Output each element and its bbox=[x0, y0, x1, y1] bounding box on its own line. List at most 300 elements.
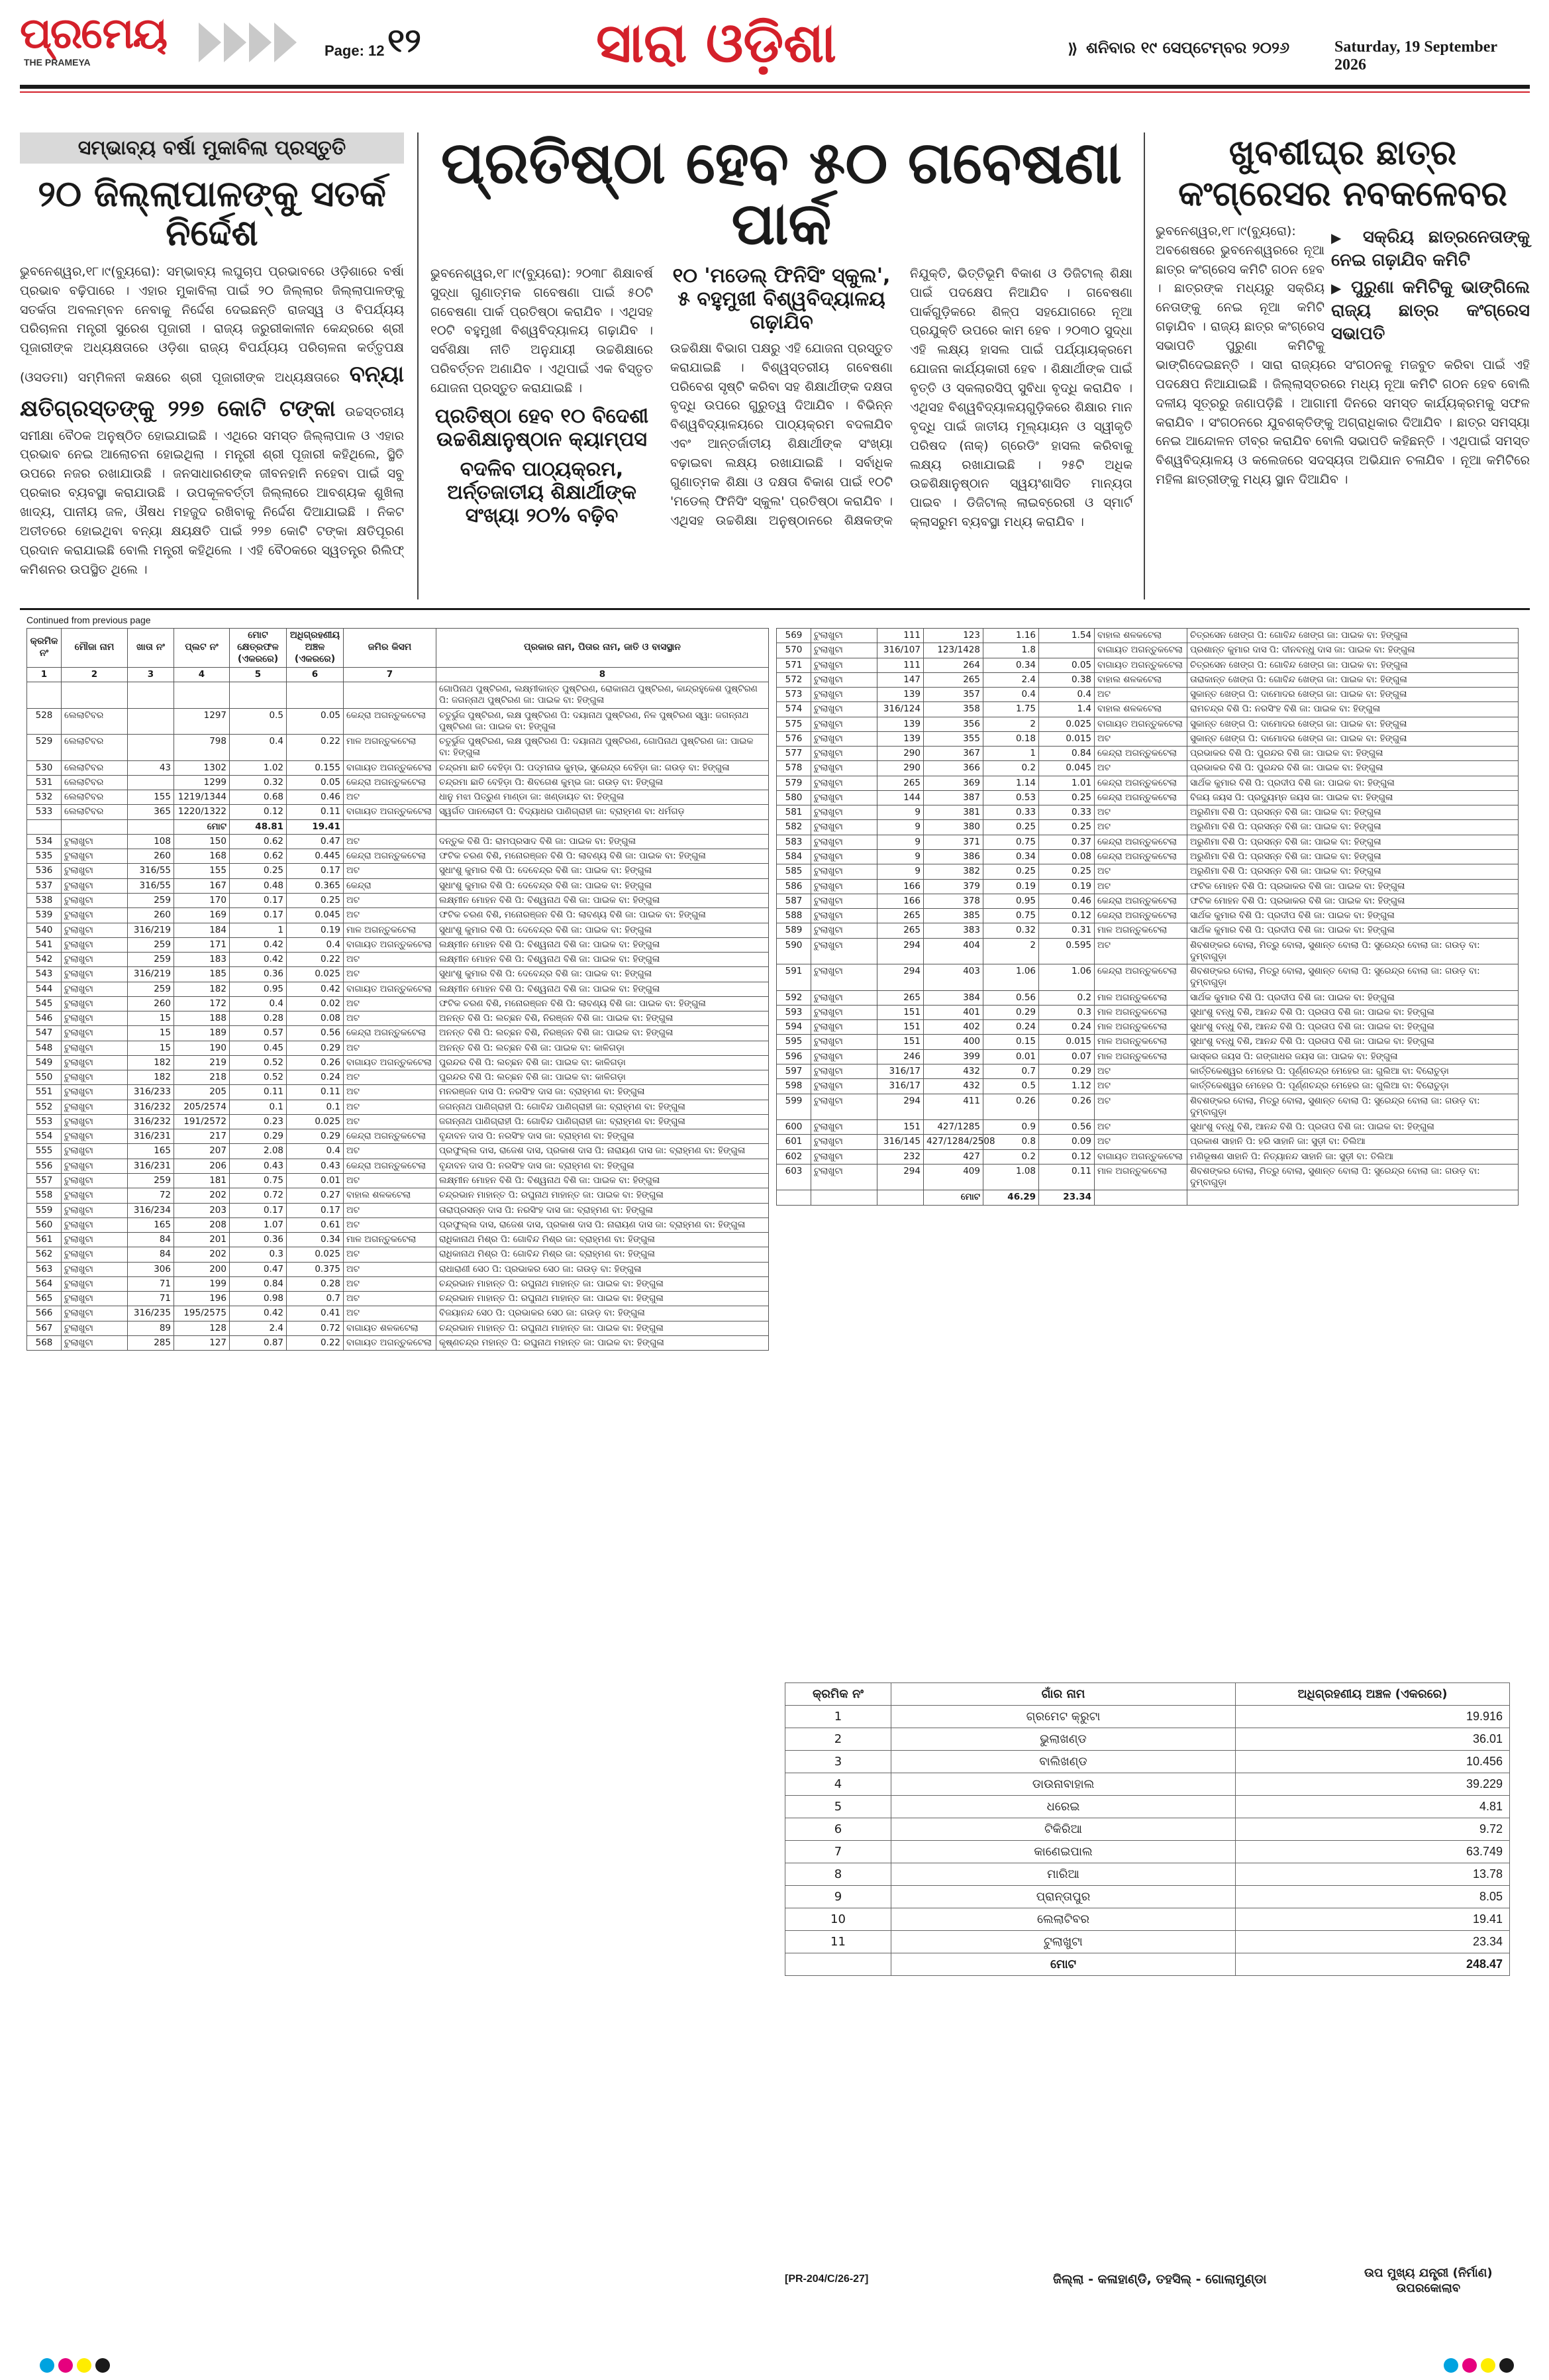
table-cell: ଅଟ bbox=[344, 1114, 436, 1129]
table-cell: 0.56 bbox=[287, 1026, 344, 1041]
table-cell: 0.05 bbox=[1039, 658, 1095, 672]
table-cell: ଅଟ bbox=[1095, 1135, 1187, 1149]
table-cell: ଲକ୍ଷ୍ମୀନ ମୋହନ ବିଶି ପି: ବିଶ୍ୱନାଥ ବିଶି ଜା: ପାଇକ ବା: ହିଙ୍ଗୁଳା bbox=[436, 1174, 769, 1188]
summary-cell: କାଣେଇପାଲ bbox=[891, 1841, 1236, 1863]
table-cell: ଅଟ bbox=[344, 893, 436, 907]
table-cell: 0.445 bbox=[287, 849, 344, 864]
table-cell: 530 bbox=[27, 760, 62, 775]
table-cell: ଶିବଶଙ୍କର ବୋଲା, ମିତ୍ରୁ ବୋଲା, ସୁଶାନ୍ତ ବୋଲା ପି: ସୁରେନ୍ଦ୍ର ବୋଲା ଜା: ଗଉଡ଼ ବା: ଦୁମ୍ବାଗୁଡ଼ା bbox=[1187, 938, 1519, 964]
table-cell: 0.19 bbox=[287, 923, 344, 937]
footer-reference: [PR-204/C/26-27] bbox=[785, 2273, 869, 2285]
table-cell: ସାର୍ଥକ କୁମାର ବିଶି ପି: ପ୍ରଦୀପ ବିଶି ଜା: ପାଇକ ବା: ହିଙ୍ଗୁଳା bbox=[1187, 990, 1519, 1005]
table-cell: ଟୁଲାଖୁଟା bbox=[62, 1217, 128, 1232]
table-total-row bbox=[27, 819, 769, 834]
table-cell: ଟୁଲାଖୁଟା bbox=[62, 1055, 128, 1070]
table-cell: ଟୁଲାଖୁଟା bbox=[811, 629, 877, 643]
summary-total-row bbox=[785, 1953, 1510, 1976]
table-cell: 578 bbox=[777, 761, 811, 776]
table-cell: 402 bbox=[924, 1020, 983, 1035]
table-cell: 181 bbox=[174, 1174, 230, 1188]
table-cell: 0.29 bbox=[983, 1005, 1039, 1019]
table-cell: 2 bbox=[983, 717, 1039, 731]
table-cell: 182 bbox=[128, 1070, 174, 1085]
summary-cell: 39.229 bbox=[1236, 1773, 1510, 1796]
table-cell: 0.25 bbox=[287, 893, 344, 907]
section-rule bbox=[20, 608, 1530, 610]
table-cell: 72 bbox=[128, 1188, 174, 1203]
summary-cell: ପ୍ରାନ୍ତାପୁର bbox=[891, 1886, 1236, 1908]
table-cell: କେନ୍ଦ୍ରା ଅଗନ୍ତୁକଟେଲା bbox=[344, 1026, 436, 1041]
table-cell: ଟୁଲାଖୁଟା bbox=[811, 835, 877, 849]
table-cell: 385 bbox=[924, 909, 983, 923]
column-header: ମୋଟ କ୍ଷେତ୍ରଫଳ (ଏକରରେ) bbox=[230, 629, 287, 668]
table-cell: 366 bbox=[924, 761, 983, 776]
table-row bbox=[777, 1079, 1519, 1094]
table-cell: 595 bbox=[777, 1035, 811, 1049]
table-row bbox=[27, 805, 769, 819]
table-cell: ଟୁଲାଖୁଟା bbox=[811, 747, 877, 761]
table-cell: 0.56 bbox=[983, 990, 1039, 1005]
table-cell: ମାଳ ଅଗନ୍ତୁକଟେଲା bbox=[1095, 1049, 1187, 1064]
table-cell: ଅଟ bbox=[344, 967, 436, 982]
table-row bbox=[27, 1041, 769, 1055]
table-cell: 544 bbox=[27, 982, 62, 996]
table-cell: 0.23 bbox=[230, 1114, 287, 1129]
table-cell: ମାଳ ଅଗନ୍ତୁକଟେଲା bbox=[1095, 1164, 1187, 1190]
table-cell: 207 bbox=[174, 1144, 230, 1159]
table-cell: 294 bbox=[877, 1164, 924, 1190]
table-cell: 169 bbox=[174, 908, 230, 923]
table-cell: ମାଳ ଅଗନ୍ତୁକଟେଲା bbox=[1095, 1035, 1187, 1049]
table-cell: 294 bbox=[877, 938, 924, 964]
table-row bbox=[27, 1085, 769, 1100]
summary-cell: 4.81 bbox=[1236, 1796, 1510, 1818]
table-row bbox=[27, 864, 769, 878]
summary-cell: ମୋଟ bbox=[891, 1953, 1236, 1976]
table-cell: 0.95 bbox=[230, 982, 287, 996]
table-cell: ଚନ୍ଦ୍ରଭାନ ମାହାନ୍ତ ପି: ରଘୁନାଥ ମାହାନ୍ତ ଜା: ପାଇକ ବା: ହିଙ୍ଗୁଳା bbox=[436, 1276, 769, 1291]
table-cell: 0.33 bbox=[983, 805, 1039, 820]
table-cell: 0.61 bbox=[287, 1217, 344, 1232]
table-cell: 172 bbox=[174, 996, 230, 1011]
summary-cell: ଗ୍ରମେଟ କ୍ରୁଟା bbox=[891, 1706, 1236, 1728]
table-cell: 290 bbox=[877, 747, 924, 761]
table-cell: 1.12 bbox=[1039, 1079, 1095, 1094]
table-cell: 532 bbox=[27, 790, 62, 805]
table-cell: 583 bbox=[777, 835, 811, 849]
table-cell: 166 bbox=[877, 894, 924, 908]
table-cell: ଟୁଲାଖୁଟା bbox=[62, 1174, 128, 1188]
table-cell: ଅଟ bbox=[344, 1100, 436, 1114]
table-cell: ବାଗାୟତ ଅଗନ୍ତୁକଟେଲା bbox=[344, 805, 436, 819]
table-cell: 1.06 bbox=[983, 964, 1039, 991]
table-cell: ଟୁଲାଖୁଟା bbox=[62, 1247, 128, 1262]
table-row bbox=[777, 629, 1519, 643]
table-cell: ବାଗାୟତ ଅଗନ୍ତୁକଟେଲା bbox=[344, 760, 436, 775]
table-cell: ଟୁଲାଖୁଟା bbox=[62, 1306, 128, 1321]
table-cell: 536 bbox=[27, 864, 62, 878]
table-cell: 554 bbox=[27, 1129, 62, 1144]
table-cell: କେନ୍ଦ୍ରା ଅଗନ୍ତୁକଟେଲା bbox=[1095, 835, 1187, 849]
table-cell: 89 bbox=[128, 1321, 174, 1335]
table-cell: 380 bbox=[924, 820, 983, 835]
table-cell: ମାଳ ଅଗନ୍ତୁକଟେଲା bbox=[1095, 990, 1187, 1005]
table-cell: 316/233 bbox=[128, 1085, 174, 1100]
table-cell: 570 bbox=[777, 643, 811, 658]
summary-cell: 9.72 bbox=[1236, 1818, 1510, 1841]
table-cell: 0.4 bbox=[287, 937, 344, 952]
article-headline: ଖୁବଶୀଘ୍ର ଛାତ୍ର କଂଗ୍ରେସର ନବକଳେବର bbox=[1178, 133, 1507, 215]
table-cell: କେନ୍ଦ୍ରା ଅଗନ୍ତୁକଟେଲା bbox=[344, 1129, 436, 1144]
table-cell: 139 bbox=[877, 717, 924, 731]
table-row bbox=[777, 717, 1519, 731]
table-cell: 1.08 bbox=[983, 1164, 1039, 1190]
table-cell: ମାଳ ଅଗନ୍ତୁକଟେଲା bbox=[1095, 923, 1187, 938]
table-row bbox=[27, 1070, 769, 1085]
table-cell: କେନ୍ଦ୍ରା bbox=[344, 878, 436, 893]
table-cell: 165 bbox=[128, 1217, 174, 1232]
table-row bbox=[777, 643, 1519, 658]
table-cell: 0.68 bbox=[230, 790, 287, 805]
table-row bbox=[777, 747, 1519, 761]
table-cell: 199 bbox=[174, 1276, 230, 1291]
table-cell: ଟୁଲାଖୁଟା bbox=[811, 658, 877, 672]
table-cell: ଟୁଲାଖୁଟା bbox=[811, 1164, 877, 1190]
print-registration-marks bbox=[1444, 2358, 1518, 2373]
table-cell: 171 bbox=[174, 937, 230, 952]
table-cell: 1.4 bbox=[1039, 702, 1095, 717]
table-cell bbox=[62, 819, 128, 834]
table-cell: 591 bbox=[777, 964, 811, 991]
table-cell: 401 bbox=[924, 1005, 983, 1019]
table-cell bbox=[128, 735, 174, 761]
table-cell: 123 bbox=[924, 629, 983, 643]
table-cell: 1 bbox=[983, 747, 1039, 761]
table-cell: 206 bbox=[174, 1159, 230, 1173]
table-cell: ଟୁଲାଖୁଟା bbox=[811, 805, 877, 820]
table-cell: 0.26 bbox=[287, 1055, 344, 1070]
table-cell: 0.3 bbox=[230, 1247, 287, 1262]
table-row bbox=[27, 1144, 769, 1159]
table-cell: 589 bbox=[777, 923, 811, 938]
table-cell: ସ୍ୱର୍ଗତ ପାନଲୋଚୀ ପି: ବିଦ୍ୟାଧର ପାଣିଗ୍ରାହୀ ଜା: ବ୍ରାହ୍ମଣ ବା: ଧର୍ମଗଡ଼ bbox=[436, 805, 769, 819]
table-row bbox=[27, 1262, 769, 1276]
table-cell: ଟୁଲାଖୁଟା bbox=[62, 893, 128, 907]
table-cell: ପୁରନ୍ଦର ବିଶି ପି: ଲଚ୍ଛନ ବିଶି ଜା: ପାଇକ ବା: କାଳିଗଡ଼ା bbox=[436, 1055, 769, 1070]
table-cell: 598 bbox=[777, 1079, 811, 1094]
table-cell: 23.34 bbox=[1039, 1190, 1095, 1205]
table-cell: କେନ୍ଦ୍ରା ଅଗନ୍ତୁକଟେଲା bbox=[1095, 776, 1187, 790]
table-cell: ଫଟିକ ମୋହନ ବିଶି ପି: ପ୍ରଭାକର ବିଶି ଜା: ପାଇକ ବା: ହିଙ୍ଗୁଳା bbox=[1187, 879, 1519, 894]
table-cell: 599 bbox=[777, 1094, 811, 1120]
table-cell: 15 bbox=[128, 1011, 174, 1026]
table-cell: 128 bbox=[174, 1321, 230, 1335]
table-cell: 0.025 bbox=[287, 1247, 344, 1262]
summary-cell: ବାଲିଖଣ୍ଡ bbox=[891, 1751, 1236, 1773]
table-cell: ଟୁଲାଖୁଟା bbox=[811, 731, 877, 746]
table-cell: 574 bbox=[777, 702, 811, 717]
table-cell: ଲକ୍ଷ୍ମୀନ ମୋହନ ବିଶି ପି: ବିଶ୍ୱନାଥ ବିଶି ଜା: ପାଇକ ବା: ହିଙ୍ଗୁଳା bbox=[436, 937, 769, 952]
summary-cell: 7 bbox=[785, 1841, 891, 1863]
table-cell bbox=[811, 1190, 877, 1205]
table-row bbox=[27, 982, 769, 996]
column-header: ଗାଁର ନାମ bbox=[891, 1683, 1236, 1706]
summary-row bbox=[785, 1796, 1510, 1818]
table-cell: ଅଟ bbox=[1095, 938, 1187, 964]
table-cell: କେନ୍ଦ୍ରା ଅଗନ୍ତୁକଟେଲା bbox=[344, 1159, 436, 1173]
table-cell: କେନ୍ଦ୍ରା ଅଗନ୍ତୁକଟେଲା bbox=[344, 708, 436, 735]
table-cell: ସୁଧାଂଶୁ ବନ୍ଧୁ ବିଶି, ଆନନ୍ଦ ବିଶି ପି: ପ୍ରତାପ ବିଶି ଜା: ପାଇକ ବା: ହିଙ୍ଗୁଳା bbox=[1187, 1005, 1519, 1019]
table-cell: 260 bbox=[128, 996, 174, 1011]
summary-cell: 1 bbox=[785, 1706, 891, 1728]
table-cell: 0.5 bbox=[983, 1079, 1039, 1094]
table-cell: 246 bbox=[877, 1049, 924, 1064]
table-cell: 546 bbox=[27, 1011, 62, 1026]
table-cell: ସୁଧାଂଶୁ କୁମାର ବିଶି ପି: ଦେବେନ୍ଦ୍ର ବିଶି ଜା: ପାଇକ ବା: ହିଙ୍ଗୁଳା bbox=[436, 923, 769, 937]
table-cell: 369 bbox=[924, 776, 983, 790]
table-cell: ଟୁଲାଖୁଟା bbox=[811, 923, 877, 938]
table-row bbox=[27, 1129, 769, 1144]
column-number: 5 bbox=[230, 667, 287, 682]
table-cell: 551 bbox=[27, 1085, 62, 1100]
table-cell bbox=[344, 819, 436, 834]
table-cell: 205 bbox=[174, 1085, 230, 1100]
table-cell: 19.41 bbox=[287, 819, 344, 834]
table-cell: 358 bbox=[924, 702, 983, 717]
table-cell bbox=[62, 682, 128, 708]
table-cell: ମାଳ ଅଗନ୍ତୁକଟେଲା bbox=[344, 923, 436, 937]
table-row bbox=[777, 894, 1519, 908]
table-cell: 0.32 bbox=[230, 775, 287, 790]
column-header: ଖାତା ନଂ bbox=[128, 629, 174, 668]
table-cell: 316/231 bbox=[128, 1129, 174, 1144]
table-cell: 0.56 bbox=[1039, 1120, 1095, 1135]
summary-cell: 23.34 bbox=[1236, 1931, 1510, 1953]
table-cell: ଟୁଲାଖୁଟା bbox=[811, 688, 877, 702]
summary-cell: ଧରେଇ bbox=[891, 1796, 1236, 1818]
table-cell: 427 bbox=[924, 1149, 983, 1164]
table-cell: 542 bbox=[27, 953, 62, 967]
column-header: ପ୍ଲଟ ନଂ bbox=[174, 629, 230, 668]
table-cell: 151 bbox=[877, 1120, 924, 1135]
table-cell: କେନ୍ଦ୍ରା ଅଗନ୍ତୁକଟେଲା bbox=[344, 775, 436, 790]
table-cell: 0.07 bbox=[1039, 1049, 1095, 1064]
table-cell: ଲେଲାଟିବର bbox=[62, 708, 128, 735]
table-cell: 0.87 bbox=[230, 1335, 287, 1350]
table-cell: 379 bbox=[924, 879, 983, 894]
table-row bbox=[27, 1100, 769, 1114]
table-cell: 365 bbox=[128, 805, 174, 819]
table-cell: ଟୁଲାଖୁଟା bbox=[811, 672, 877, 687]
table-cell: 1 bbox=[230, 923, 287, 937]
table-cell: 0.29 bbox=[230, 1129, 287, 1144]
table-row bbox=[777, 805, 1519, 820]
table-cell: ଟୁଲାଖୁଟା bbox=[62, 937, 128, 952]
table-cell: 535 bbox=[27, 849, 62, 864]
table-row bbox=[777, 790, 1519, 805]
table-cell: 579 bbox=[777, 776, 811, 790]
table-cell: 2.4 bbox=[983, 672, 1039, 687]
table-cell: 316/124 bbox=[877, 702, 924, 717]
table-cell: ଟୁଲାଖୁଟା bbox=[62, 1292, 128, 1306]
table-cell: 561 bbox=[27, 1233, 62, 1247]
table-cell: 0.75 bbox=[983, 835, 1039, 849]
table-cell bbox=[777, 1190, 811, 1205]
table-cell: 0.36 bbox=[230, 1233, 287, 1247]
table-cell: ଅଟ bbox=[1095, 688, 1187, 702]
signature-place: ଉପରକୋଲାବ bbox=[1396, 2281, 1461, 2296]
summary-row bbox=[785, 1886, 1510, 1908]
table-cell: 316/234 bbox=[128, 1203, 174, 1217]
table-cell: କେନ୍ଦ୍ରା ଅଗନ୍ତୁକଟେଲା bbox=[1095, 790, 1187, 805]
table-cell: 383 bbox=[924, 923, 983, 938]
table-cell: ଟୁଲାଖୁଟା bbox=[62, 1011, 128, 1026]
table-row bbox=[777, 702, 1519, 717]
table-cell: ବାହାଲ ଶଳକଟେଲା bbox=[344, 1188, 436, 1203]
table-cell: 0.17 bbox=[287, 1203, 344, 1217]
table-cell: ଅରୁଣିମା ବିଶି ପି: ପ୍ରସନ୍ନ ବିଶି ଜା: ପାଇକ ବା: ହିଙ୍ଗୁଳା bbox=[1187, 835, 1519, 849]
table-body-right bbox=[777, 629, 1519, 1206]
table-row bbox=[27, 1247, 769, 1262]
table-cell: 150 bbox=[174, 834, 230, 849]
table-cell: 0.2 bbox=[983, 1149, 1039, 1164]
table-cell: ଟୁଲାଖୁଟା bbox=[62, 864, 128, 878]
table-cell: ଅଟ bbox=[344, 864, 436, 878]
table-cell: 71 bbox=[128, 1292, 174, 1306]
table-cell: ଅଟ bbox=[344, 1041, 436, 1055]
article-student-congress bbox=[1156, 132, 1530, 490]
table-cell: ଚନ୍ଦ୍ରଭାନ ମାହାନ୍ତ ପି: ରଘୁନାଥ ମାହାନ୍ତ ଜା: ପାଇକ ବା: ହିଙ୍ଗୁଳା bbox=[436, 1292, 769, 1306]
table-row bbox=[777, 672, 1519, 687]
table-cell: ଅଟ bbox=[1095, 879, 1187, 894]
table-row bbox=[777, 864, 1519, 879]
table-cell: 0.025 bbox=[287, 1114, 344, 1129]
table-cell: ଜଗନ୍ନାଥ ପାଣିଗ୍ରାହୀ ପି: ଗୋବିନ୍ଦ ପାଣିଗ୍ରାହୀ ଜା: ବ୍ରାହ୍ମଣ ବା: ହିଙ୍ଗୁଳା bbox=[436, 1114, 769, 1129]
table-cell: 0.15 bbox=[983, 1035, 1039, 1049]
summary-row bbox=[785, 1818, 1510, 1841]
table-cell: 0.155 bbox=[287, 760, 344, 775]
table-cell: 0.29 bbox=[287, 1129, 344, 1144]
table-cell: 259 bbox=[128, 1174, 174, 1188]
table-cell: 202 bbox=[174, 1247, 230, 1262]
table-cell: 123/1428 bbox=[924, 643, 983, 658]
logo-subtitle: THE PRAMEYA bbox=[24, 57, 91, 68]
table-cell: 566 bbox=[27, 1306, 62, 1321]
table-row bbox=[777, 688, 1519, 702]
table-cell: 155 bbox=[128, 790, 174, 805]
table-cell: 564 bbox=[27, 1276, 62, 1291]
table-cell bbox=[287, 682, 344, 708]
footer-signature bbox=[1364, 2265, 1493, 2297]
table-cell: ଟୁଲାଖୁଟା bbox=[811, 761, 877, 776]
table-cell: ଲେଲାଟିବର bbox=[62, 790, 128, 805]
table-cell: 0.01 bbox=[983, 1049, 1039, 1064]
summary-cell: 2 bbox=[785, 1728, 891, 1751]
table-cell: 400 bbox=[924, 1035, 983, 1049]
table-cell: 151 bbox=[877, 1020, 924, 1035]
table-cell: 0.05 bbox=[287, 775, 344, 790]
column-number-row bbox=[27, 667, 769, 682]
table-cell: 0.18 bbox=[983, 731, 1039, 746]
article-body-part2: ଉଚ୍ଚଶିକ୍ଷା ବିଭାଗ ପକ୍ଷରୁ ଏହି ଯୋଜନା ପ୍ରସ୍ତୁତ କରାଯାଇଛି । ବିଶ୍ୱସ୍ତରୀୟ ଗବେଷଣା ପରିବେଶ ସୃଷ୍ଟି କରିବା ସହ ଶିକ୍ଷାର୍ଥୀଙ୍କ ଦକ୍ଷତା ବୃଦ୍ଧି ଉପରେ ଗୁରୁତ୍ୱ ଦିଆଯିବ । ବିଭିନ୍ନ ବିଶ୍ୱବିଦ୍ୟାଳୟରେ ପାଠ୍ୟକ୍ରମ ବଦଳାଯିବ ଏବଂ ଆନ୍ତର୍ଜାତୀୟ ଶିକ୍ଷାର୍ଥୀଙ୍କ ସଂଖ୍ୟା ବଢ଼ାଇବା ଲକ୍ଷ୍ୟ ରଖାଯାଇଛି । ସର୍ବାଧିକ ଗୁଣାତ୍ମକ ଶିକ୍ଷା ଓ ଦକ୍ଷତା ବିକାଶ ପାଇଁ ୧୦ଟି 'ମଡେଲ୍ ଫିନିସିଂ ସ୍କୁଲ' ପ୍ରତିଷ୍ଠା କରାଯିବ । ଏଥିସହ ଉଚ୍ଚଶିକ୍ଷା ଅନୁଷ୍ଠାନରେ ଶିକ୍ଷକଙ୍କ ନିଯୁକ୍ତି, ଭିତ୍ତିଭୂମି ବିକାଶ ଓ ଡିଜିଟାଲ୍ ଶିକ୍ଷା ପାଇଁ ପଦକ୍ଷେପ ନିଆଯିବ । ଗବେଷଣା ପାର୍କଗୁଡ଼ିକରେ ଶିଳ୍ପ ସହଯୋଗରେ ନୂଆ ପ୍ରଯୁକ୍ତି ଉପରେ କାମ ହେବ । ୨୦୩୦ ସୁଦ୍ଧା ଏହି ଲକ୍ଷ୍ୟ ହାସଲ ପାଇଁ ପର୍ଯ୍ୟାୟକ୍ରମେ ଯୋଜନା କାର୍ଯ୍ୟକାରୀ ହେବ । ଶିକ୍ଷାର୍ଥୀଙ୍କ ପାଇଁ ବୃତ୍ତି ଓ ସ୍କଲାରସିପ୍ ସୁବିଧା ବୃଦ୍ଧି କରାଯିବ । ଏଥିସହ ବିଶ୍ୱବିଦ୍ୟାଳୟଗୁଡ଼ିକରେ ଶିକ୍ଷାର ମାନ ବୃଦ୍ଧି ପାଇଁ ଜାତୀୟ ମୂଲ୍ୟାୟନ ଓ ସ୍ୱୀକୃତି ପରିଷଦ (ନାକ୍) ଗ୍ରେଡିଂ ହାସଲ କରିବାକୁ ଲକ୍ଷ୍ୟ ରଖାଯାଇଛି । ୨୫ଟି ଅଧିକ ଉଚ୍ଚଶିକ୍ଷାନୁଷ୍ଠାନ ସ୍ୱୟଂଶାସିତ ମାନ୍ୟତା ପାଇବ । ଡିଜିଟାଲ୍ ଲାଇବ୍ରେରୀ ଓ ସ୍ମାର୍ଟ କ୍ଲାସରୁମ ବ୍ୟବସ୍ଥା ମଧ୍ୟ କରାଯିବ । bbox=[670, 266, 1132, 530]
table-cell: 0.19 bbox=[1039, 879, 1095, 894]
table-cell: 602 bbox=[777, 1149, 811, 1164]
table-cell: 9 bbox=[877, 835, 924, 849]
table-cell: 0.48 bbox=[230, 878, 287, 893]
table-row bbox=[777, 1135, 1519, 1149]
table-cell: 155 bbox=[174, 864, 230, 878]
table-cell: 565 bbox=[27, 1292, 62, 1306]
table-row bbox=[27, 682, 769, 708]
table-cell: ଅଟ bbox=[1095, 820, 1187, 835]
table-cell: ଟୁଲାଖୁଟା bbox=[811, 990, 877, 1005]
table-cell: 0.09 bbox=[1039, 1135, 1095, 1149]
table-cell: 1220/1322 bbox=[174, 805, 230, 819]
table-cell: 0.45 bbox=[230, 1041, 287, 1055]
table-row bbox=[777, 1120, 1519, 1135]
table-cell: 183 bbox=[174, 953, 230, 967]
column-number: 1 bbox=[27, 667, 62, 682]
article-body-text: ଭୁବନେଶ୍ୱର,୧୮।୯(ବ୍ୟୁରୋ): ଅବଶେଷରେ ଭୁବନେଶ୍ୱରରେ ନୂଆ ଛାତ୍ର କଂଗ୍ରେସ କମିଟି ଗଠନ ହେବ । ଛାତ୍ରଙ୍କ ମଧ୍ୟରୁ ସକ୍ରିୟ ନେତାଙ୍କୁ ନେଇ ନୂଆ କମିଟି ଗଢ଼ାଯିବ । ରାଜ୍ୟ ଛାତ୍ର କଂଗ୍ରେସ ସଭାପତି ପୁରୁଣା କମିଟିକୁ ଭାଙ୍ଗିଦେଇଛନ୍ତି । ସାରା ରାଜ୍ୟରେ ସଂଗଠନକୁ ମଜବୁତ କରିବା ପାଇଁ ଏହି ପଦକ୍ଷେପ ନିଆଯାଇଛି । ଜିଲ୍ଲାସ୍ତରରେ ମଧ୍ୟ ନୂଆ କମିଟି ଗଠନ ହେବ ବୋଲି ଦଳୀୟ ସୂତ୍ରରୁ ଜଣାପଡ଼ିଛି । ଆଗାମୀ ଦିନରେ ସମସ୍ତ କାର୍ଯ୍ୟକ୍ରମକୁ ସଫଳ କରାଯିବ । ସଂଗଠନରେ ଯୁବଶକ୍ତିଙ୍କୁ ଅଗ୍ରାଧିକାର ଦିଆଯିବ । ଛାତ୍ର ସମସ୍ୟା ନେଇ ଆନ୍ଦୋଳନ ତୀବ୍ର କରାଯିବ ବୋଲି ସଭାପତି କହିଛନ୍ତି । ଏଥିପାଇଁ ସମସ୍ତ ବିଶ୍ୱବିଦ୍ୟାଳୟ ଓ କଲେଜରେ ସଦସ୍ୟତା ଅଭିଯାନ ଚଳାଯିବ । ନୂଆ କମିଟିରେ ମହିଳା ଛାତ୍ରୀଙ୍କୁ ମଧ୍ୟ ସ୍ଥାନ ଦିଆଯିବ । bbox=[1156, 223, 1530, 488]
table-cell: ଧାନୁ ମଝା ପିତ୍ରୁଣ ମାଣ୍ଡା ଜା: ଖଣ୍ଡାୟତ ବା: ହିଙ୍ଗୁଳା bbox=[436, 790, 769, 805]
table-cell: 582 bbox=[777, 820, 811, 835]
table-row bbox=[27, 923, 769, 937]
table-cell: 1297 bbox=[174, 708, 230, 735]
table-cell: ଟୁଲାଖୁଟା bbox=[811, 776, 877, 790]
table-cell: 9 bbox=[877, 820, 924, 835]
table-cell: 0.4 bbox=[983, 688, 1039, 702]
table-cell: ଟୁଲାଖୁଟା bbox=[811, 820, 877, 835]
table-cell: 0.28 bbox=[230, 1011, 287, 1026]
table-cell: 600 bbox=[777, 1120, 811, 1135]
table-row bbox=[27, 1306, 769, 1321]
table-row bbox=[777, 849, 1519, 864]
table-cell: 399 bbox=[924, 1049, 983, 1064]
table-cell: 0.19 bbox=[983, 879, 1039, 894]
table-cell: 0.98 bbox=[230, 1292, 287, 1306]
table-cell: 127 bbox=[174, 1335, 230, 1350]
table-cell bbox=[128, 819, 174, 834]
table-row bbox=[27, 1055, 769, 1070]
column-number: 6 bbox=[287, 667, 344, 682]
summary-header-row bbox=[785, 1683, 1510, 1706]
table-cell: ସୁଧାଂଶୁ କୁମାର ବିଶି ପି: ଦେବେନ୍ଦ୍ର ବିଶି ଜା: ପାଇକ ବା: ହିଙ୍ଗୁଳା bbox=[436, 878, 769, 893]
table-cell: ଟୁଲାଖୁଟା bbox=[811, 894, 877, 908]
table-cell: 0.26 bbox=[983, 1094, 1039, 1120]
table-cell: ଅଟ bbox=[344, 790, 436, 805]
table-row bbox=[777, 923, 1519, 938]
table-cell: ରାଧିକାନାଥ ମିଶ୍ର ପି: ଗୋବିନ୍ଦ ମିଶ୍ର ଜା: ବ୍ରାହ୍ମଣ ବା: ହିଙ୍ଗୁଳା bbox=[436, 1247, 769, 1262]
table-cell: 9 bbox=[877, 864, 924, 879]
table-cell: 0.29 bbox=[287, 1041, 344, 1055]
table-cell: 404 bbox=[924, 938, 983, 964]
table-cell: 381 bbox=[924, 805, 983, 820]
table-cell: ବିଜୟ ଜୟସ ପି: ପ୍ରଦ୍ୟୁମ୍ନ ଜୟସ ଜା: ପାଇକ ବା: ହିଙ୍ଗୁଳା bbox=[1187, 790, 1519, 805]
table-cell: ଅନନ୍ତ ବିଶି ପି: ଲଚ୍ଛନ ବିଶି ଜା: ପାଇକ ବା: କାଳିଗଡ଼ା bbox=[436, 1041, 769, 1055]
table-cell: ବାହାଲ ଶଳକଟେଲା bbox=[1095, 629, 1187, 643]
table-cell: ଅଟ bbox=[344, 1011, 436, 1026]
summary-cell: 19.916 bbox=[1236, 1706, 1510, 1728]
table-cell: 0.95 bbox=[983, 894, 1039, 908]
table-cell: ଟୁଲାଖୁଟା bbox=[811, 1135, 877, 1149]
table-cell: ଟୁଲାଖୁଟା bbox=[811, 702, 877, 717]
table-cell: 290 bbox=[877, 761, 924, 776]
table-cell: 597 bbox=[777, 1064, 811, 1078]
table-cell: ଟୁଲାଖୁଟା bbox=[811, 879, 877, 894]
summary-cell: 5 bbox=[785, 1796, 891, 1818]
table-row bbox=[777, 835, 1519, 849]
table-cell: 548 bbox=[27, 1041, 62, 1055]
